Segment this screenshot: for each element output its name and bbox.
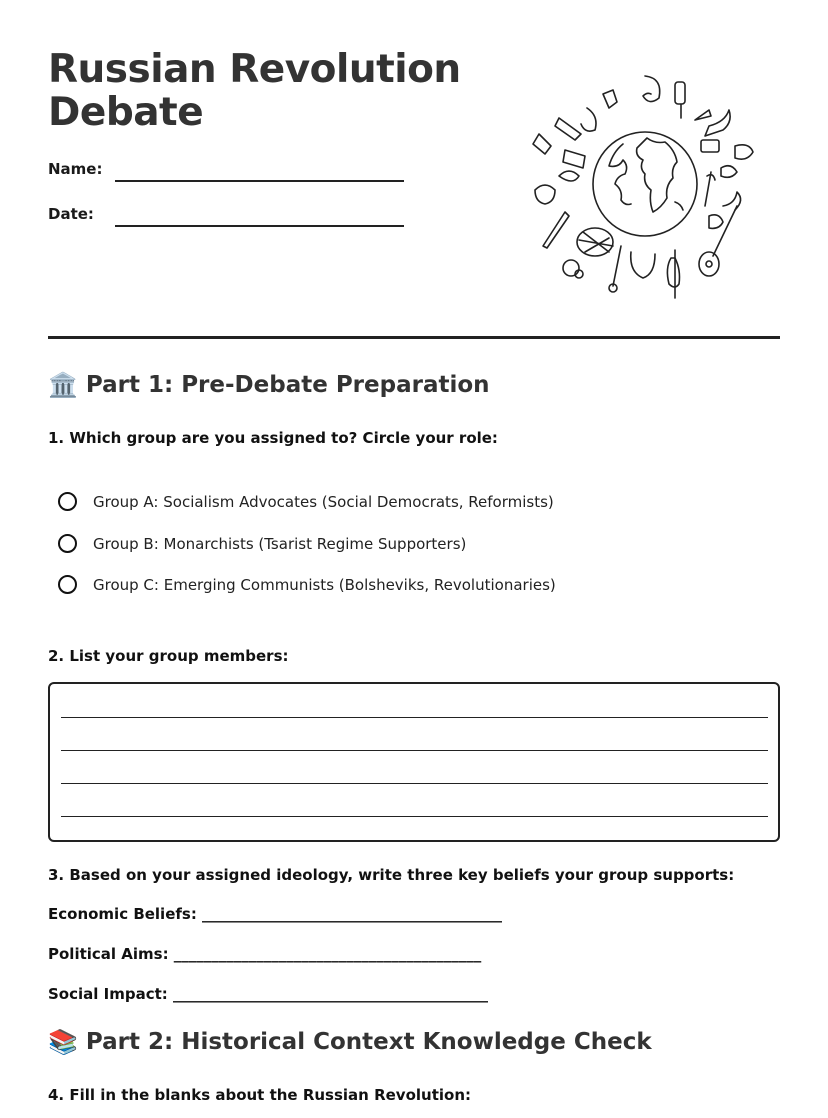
date-field[interactable] xyxy=(48,205,94,223)
radio-circle[interactable] xyxy=(58,492,77,511)
option-label: Group C: Emerging Communists (Bolsheviks, Revolutionaries) xyxy=(93,575,556,594)
group-members-box[interactable] xyxy=(48,682,780,842)
worksheet-title xyxy=(48,48,461,134)
social-impact-field[interactable]: Social Impact: __________________________________________ xyxy=(48,985,488,1003)
question-4: 4. Fill in the blanks about the Russian Revolution: xyxy=(48,1086,471,1104)
option-label: Group A: Socialism Advocates (Social Democrats, Reformists) xyxy=(93,492,554,511)
title-line-2: Debate xyxy=(48,90,204,135)
question-1: 1. Which group are you assigned to? Circle your role: xyxy=(48,429,498,447)
name-field[interactable] xyxy=(48,160,102,178)
political-aims-field[interactable]: Political Aims: _________________________________________ xyxy=(48,945,482,963)
world-culture-globe-icon xyxy=(525,72,765,300)
question-2: 2. List your group members: xyxy=(48,647,289,665)
date-label: Date: xyxy=(48,205,94,223)
radio-circle[interactable] xyxy=(58,534,77,553)
member-write-line[interactable] xyxy=(61,750,768,751)
option-group-a[interactable] xyxy=(58,492,554,511)
part2-heading xyxy=(48,1029,652,1055)
classical-building-icon: 🏛️ xyxy=(48,371,78,399)
section-divider xyxy=(48,336,780,339)
member-write-line[interactable] xyxy=(61,717,768,718)
economic-beliefs-field[interactable]: Economic Beliefs: ________________________________________ xyxy=(48,905,503,923)
title-line-1: Russian Revolution xyxy=(48,47,461,92)
name-label: Name: xyxy=(48,160,103,178)
radio-circle[interactable] xyxy=(58,575,77,594)
question-3: 3. Based on your assigned ideology, write three key beliefs your group supports: xyxy=(48,866,735,884)
part1-heading-text: Part 1: Pre-Debate Preparation xyxy=(85,372,490,398)
date-blank-line[interactable] xyxy=(115,225,404,227)
part1-heading xyxy=(48,372,490,398)
member-write-line[interactable] xyxy=(61,783,768,784)
option-group-b[interactable] xyxy=(58,534,466,553)
option-group-c[interactable] xyxy=(58,575,556,594)
part2-heading-text: Part 2: Historical Context Knowledge Check xyxy=(85,1029,652,1055)
name-blank-line[interactable] xyxy=(115,180,404,182)
member-write-line[interactable] xyxy=(61,816,768,817)
books-icon: 📚 xyxy=(48,1028,78,1056)
option-label: Group B: Monarchists (Tsarist Regime Supporters) xyxy=(93,534,467,553)
